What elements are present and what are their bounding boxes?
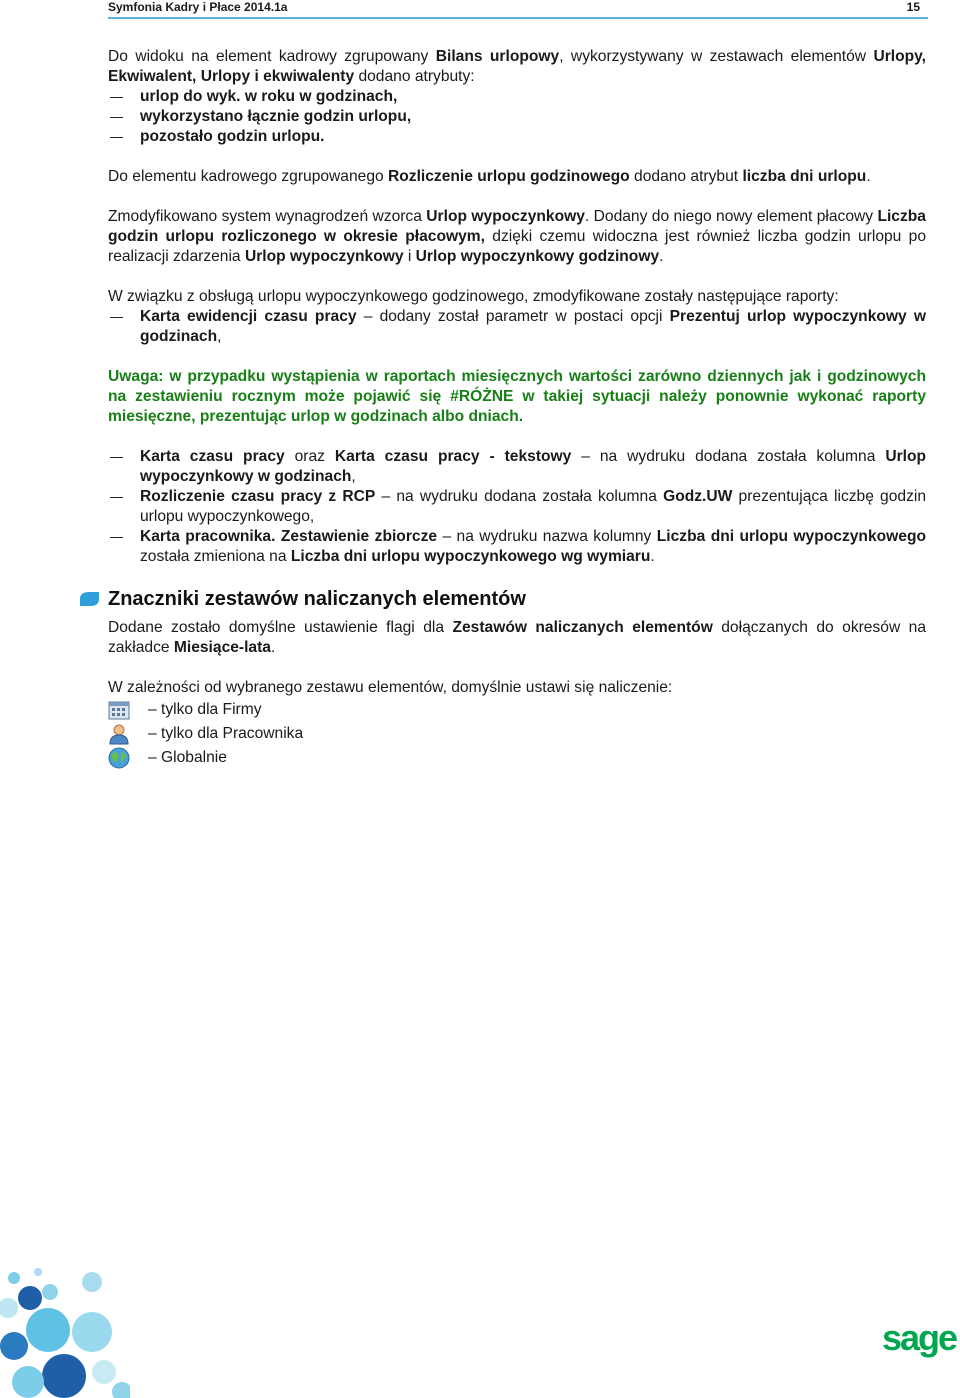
company-icon xyxy=(108,699,130,721)
text: Do widoku na element kadrowy zgrupowany xyxy=(108,48,436,65)
text: . xyxy=(866,168,871,185)
reports-list-1 xyxy=(108,307,926,347)
option-firm xyxy=(108,698,926,722)
bold-text: Prezentuj urlop wypoczynkowy w godzinach xyxy=(140,308,926,345)
list-item xyxy=(108,127,926,147)
bold-text: Liczba godzin urlopu rozliczonego w okresie płacowym, xyxy=(108,208,926,245)
bold-text: Karta ewidencji czasu pracy xyxy=(140,308,357,325)
text: została zmieniona na xyxy=(140,548,291,565)
bold-text: Rozliczenie czasu pracy z RCP xyxy=(140,488,376,505)
attributes-list xyxy=(108,87,926,147)
svg-text:sage: sage xyxy=(882,1320,957,1358)
list-item xyxy=(108,107,926,127)
bold-text: Urlop wypoczynkowy godzinowy xyxy=(415,248,660,265)
bold-text: Liczba dni urlopu wypoczynkowego xyxy=(656,528,926,545)
text: , wykorzystywany w zestawach elementów xyxy=(559,48,874,65)
option-employee xyxy=(108,722,926,746)
list-item xyxy=(108,307,926,347)
paragraph-rozliczenie xyxy=(108,167,926,187)
warning-note: Uwaga: w przypadku wystąpienia w raportach miesięcznych wartości zarówno dziennych jak i godzinowych na zestawieniu rocznym może pojawić się #RÓŻNE w takiej sytuacji należy ponownie wykonać raporty miesięczne, prezentując urlop w godzinach albo dniach. xyxy=(108,368,926,425)
text: – na wydruku nazwa kolumny xyxy=(437,528,657,545)
text: dodano atrybuty: xyxy=(354,68,475,85)
text: – na wydruku dodana została kolumna xyxy=(375,488,664,505)
list-item xyxy=(108,527,926,567)
employee-icon xyxy=(108,723,130,745)
text: i xyxy=(403,248,416,265)
text: – na wydruku dodana została kolumna xyxy=(571,448,886,465)
bold-text: liczba dni urlopu xyxy=(742,168,867,185)
list-item xyxy=(108,87,926,107)
text: Zmodyfikowano system wynagrodzeń wzorca xyxy=(108,208,427,225)
page-content xyxy=(108,47,926,770)
list-item xyxy=(108,447,926,487)
text: Dodane zostało domyślne ustawienie flagi dla xyxy=(108,619,453,636)
paragraph-intro: W zależności od wybranego zestawu elementów, domyślnie ustawi się naliczenie: xyxy=(108,679,673,696)
bold-text: Karta pracownika. Zestawienie zbiorcze xyxy=(140,528,438,545)
bold-text: wykorzystano łącznie godzin urlopu, xyxy=(140,108,412,125)
bold-text: Urlopy, Ekwiwalent, Urlopy i ekwiwalenty xyxy=(108,48,926,85)
text: . xyxy=(270,639,276,656)
bold-text: Bilans urlopowy xyxy=(435,48,560,65)
paragraph-flags xyxy=(108,618,926,658)
option-label: – tylko dla Firmy xyxy=(148,701,262,718)
decorative-circles xyxy=(0,1268,130,1398)
bold-text: Karta czasu pracy xyxy=(140,448,285,465)
page-number: 15 xyxy=(906,0,920,14)
bold-text: Miesiące-lata xyxy=(173,639,271,656)
text: oraz xyxy=(284,448,335,465)
paragraph-system xyxy=(108,207,926,267)
text: . Dodany do niego nowy element płacowy xyxy=(584,208,878,225)
section-heading xyxy=(108,586,926,612)
bold-text: Rozliczenie urlopu godzinowego xyxy=(388,168,630,185)
document-title: Symfonia Kadry i Płace 2014.1a xyxy=(108,0,288,14)
bold-text: Karta czasu pracy - tekstowy xyxy=(334,448,572,465)
heading-text: Znaczniki zestawów naliczanych elementów xyxy=(108,588,526,610)
text: , xyxy=(217,328,222,345)
text: Do elementu kadrowego zgrupowanego xyxy=(108,168,389,185)
bold-text: pozostało godzin urlopu. xyxy=(140,128,325,145)
bold-text: Zestawów naliczanych elementów xyxy=(452,619,713,636)
text: dołączanych do okresów na zakładce xyxy=(108,619,926,656)
text: dodano atrybut xyxy=(629,168,743,185)
text: prezentująca liczbę godzin urlopu wypoczynkowego, xyxy=(140,488,927,525)
options-list xyxy=(108,698,926,770)
option-global xyxy=(108,746,926,770)
option-label: – tylko dla Pracownika xyxy=(148,725,304,742)
text: . xyxy=(659,248,664,265)
page-header xyxy=(108,0,928,19)
globe-icon xyxy=(108,747,130,769)
bold-text: Urlop wypoczynkowy xyxy=(426,208,585,225)
text: – dodany został parametr w postaci opcji xyxy=(356,308,670,325)
sage-logo xyxy=(880,1320,960,1360)
reports-list-2 xyxy=(108,447,926,567)
bold-text: Urlop wypoczynkowy xyxy=(244,248,404,265)
text: , xyxy=(351,468,356,485)
bold-text: Liczba dni urlopu wypoczynkowego wg wymiaru xyxy=(290,548,651,565)
bold-text: urlop do wyk. w roku w godzinach, xyxy=(140,88,398,105)
bold-text: Godz.UW xyxy=(663,488,733,505)
list-item xyxy=(108,487,926,527)
bold-text: Urlop wypoczynkowy w godzinach xyxy=(140,448,927,485)
paragraph-raporty: W związku z obsługą urlopu wypoczynkowego godzinowego, zmodyfikowane zostały następujące raporty: xyxy=(108,288,839,305)
option-label: – Globalnie xyxy=(148,749,227,766)
paragraph-bilans xyxy=(108,47,926,87)
section-bullet-icon xyxy=(78,591,100,607)
text: . xyxy=(650,548,655,565)
text: dzięki czemu widoczna jest również liczba godzin urlopu po realizacji zdarzenia xyxy=(108,228,926,265)
